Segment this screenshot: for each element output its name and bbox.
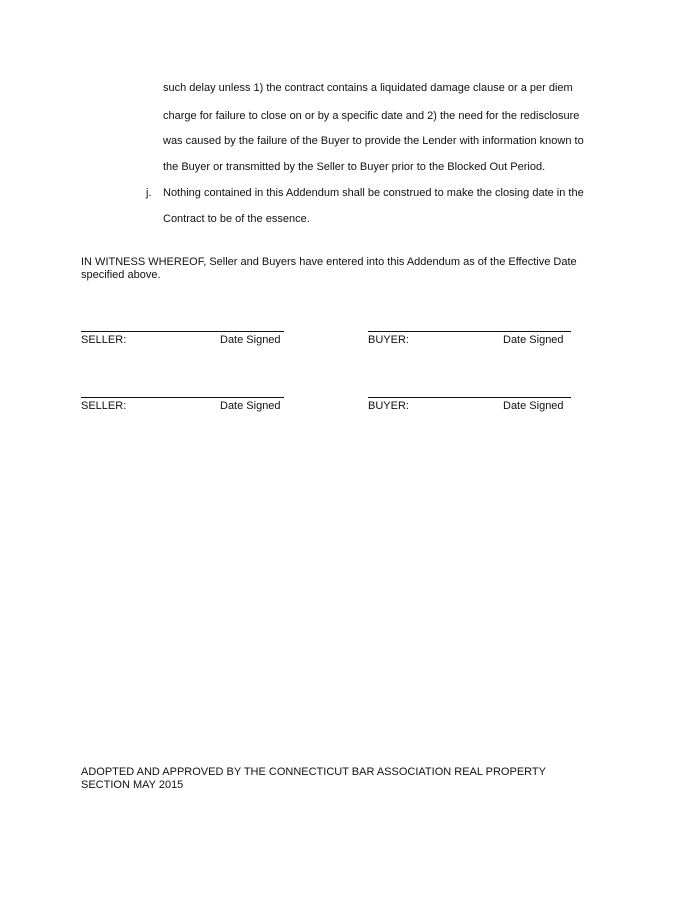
footer-line: ADOPTED AND APPROVED BY THE CONNECTICUT BAR ASSOCIATION REAL PROPERTY bbox=[81, 766, 546, 778]
buyer-label: BUYER: bbox=[368, 334, 409, 346]
seller-label: SELLER: bbox=[81, 334, 127, 346]
paragraph-line: such delay unless 1) the contract contains a liquidated damage clause or a per diem bbox=[163, 82, 573, 94]
buyer-label: BUYER: bbox=[368, 400, 409, 412]
seller-label: SELLER: bbox=[81, 400, 127, 412]
seller-signature-line bbox=[81, 331, 284, 332]
buyer-signature-line bbox=[368, 397, 571, 398]
witness-clause-line: specified above. bbox=[81, 269, 161, 281]
buyer-signature-line bbox=[368, 331, 571, 332]
seller-date-label: Date Signed bbox=[220, 400, 281, 412]
paragraph-line: charge for failure to close on or by a specific date and 2) the need for the redisclosure bbox=[163, 110, 580, 122]
buyer-date-label: Date Signed bbox=[503, 400, 564, 412]
buyer-date-label: Date Signed bbox=[503, 334, 564, 346]
paragraph-line: the Buyer or transmitted by the Seller to Buyer prior to the Blocked Out Period. bbox=[163, 161, 546, 173]
footer-line: SECTION MAY 2015 bbox=[81, 779, 184, 791]
seller-date-label: Date Signed bbox=[220, 334, 281, 346]
item-j-label: j. bbox=[146, 187, 152, 199]
seller-signature-line bbox=[81, 397, 284, 398]
witness-clause-line: IN WITNESS WHEREOF, Seller and Buyers have entered into this Addendum as of the Effective Date bbox=[81, 256, 577, 268]
item-j-line: Contract to be of the essence. bbox=[163, 213, 310, 225]
item-j-line: Nothing contained in this Addendum shall be construed to make the closing date in the bbox=[163, 187, 584, 199]
paragraph-line: was caused by the failure of the Buyer to provide the Lender with information known to bbox=[163, 135, 584, 147]
